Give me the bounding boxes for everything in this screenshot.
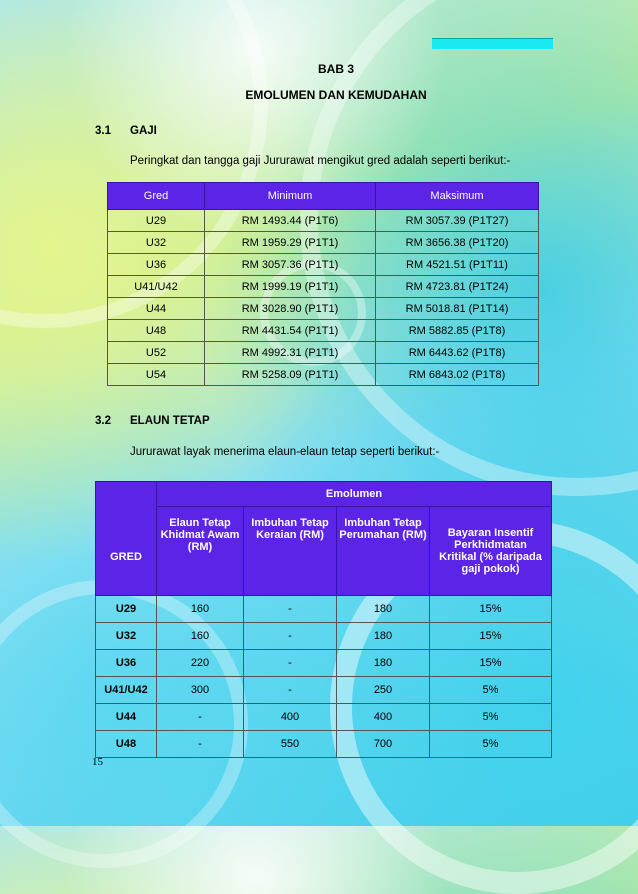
- cell: RM 3028.90 (P1T1): [205, 298, 376, 320]
- cell: 15%: [430, 596, 552, 623]
- section-elaun-intro: Jururawat layak menerima elaun-elaun tetap seperti berikut:-: [130, 446, 440, 458]
- table-row: [96, 704, 552, 731]
- cell: RM 4992.31 (P1T1): [205, 342, 376, 364]
- cell: U52: [108, 342, 205, 364]
- section-number: 3.1: [95, 125, 111, 137]
- allowance-table: [95, 481, 552, 758]
- column-header-gred: GRED: [96, 482, 157, 596]
- cell: U29: [108, 210, 205, 232]
- table-row: [108, 364, 539, 386]
- column-header: Minimum: [205, 183, 376, 210]
- cell: RM 1959.29 (P1T1): [205, 232, 376, 254]
- table-row: [108, 276, 539, 298]
- cell: 400: [337, 704, 430, 731]
- cell: RM 3057.36 (P1T1): [205, 254, 376, 276]
- table-row: [108, 342, 539, 364]
- chapter-heading: BAB 3: [317, 62, 354, 76]
- cell: RM 4431.54 (P1T1): [205, 320, 376, 342]
- cell: RM 3057.39 (P1T27): [376, 210, 539, 232]
- cell: -: [244, 596, 337, 623]
- cell: 15%: [430, 623, 552, 650]
- page-title: EMOLUMEN DAN KEMUDAHAN: [245, 88, 427, 102]
- cell: 300: [157, 677, 244, 704]
- cell: RM 4723.81 (P1T24): [376, 276, 539, 298]
- table-row: [96, 650, 552, 677]
- cell: U29: [96, 596, 157, 623]
- table-row: [96, 731, 552, 758]
- cell: U54: [108, 364, 205, 386]
- cell: U41/U42: [96, 677, 157, 704]
- cell: RM 1493.44 (P1T6): [205, 210, 376, 232]
- cell: RM 4521.51 (P1T11): [376, 254, 539, 276]
- cell: 700: [337, 731, 430, 758]
- page-number: 15: [92, 756, 103, 768]
- cell: U48: [108, 320, 205, 342]
- section-title: GAJI: [130, 125, 157, 137]
- cell: -: [157, 731, 244, 758]
- cell: RM 6843.02 (P1T8): [376, 364, 539, 386]
- cell: -: [244, 650, 337, 677]
- cell: RM 6443.62 (P1T8): [376, 342, 539, 364]
- column-header: Maksimum: [376, 183, 539, 210]
- table-row: [96, 596, 552, 623]
- cell: 160: [157, 596, 244, 623]
- table-header-row: [96, 482, 552, 507]
- cell: U36: [96, 650, 157, 677]
- cell: -: [244, 677, 337, 704]
- cell: U44: [96, 704, 157, 731]
- accent-bar: [432, 38, 553, 49]
- cell: RM 5882.85 (P1T8): [376, 320, 539, 342]
- cell: RM 5258.09 (P1T1): [205, 364, 376, 386]
- table-header-row: [108, 183, 539, 210]
- table-row: [108, 298, 539, 320]
- column-header: Imbuhan Tetap Keraian (RM): [244, 507, 337, 596]
- cell: RM 3656.38 (P1T20): [376, 232, 539, 254]
- group-header-emolumen: Emolumen: [157, 482, 552, 507]
- cell: 5%: [430, 731, 552, 758]
- table-header-row: [96, 507, 552, 596]
- column-header: Gred: [108, 183, 205, 210]
- section-title: ELAUN TETAP: [130, 415, 210, 427]
- cell: 220: [157, 650, 244, 677]
- table-row: [108, 210, 539, 232]
- section-number: 3.2: [95, 415, 111, 427]
- cell: 180: [337, 596, 430, 623]
- cell: U44: [108, 298, 205, 320]
- cell: U32: [108, 232, 205, 254]
- cell: RM 1999.19 (P1T1): [205, 276, 376, 298]
- cell: 180: [337, 650, 430, 677]
- cell: 400: [244, 704, 337, 731]
- cell: -: [157, 704, 244, 731]
- cell: 5%: [430, 677, 552, 704]
- cell: -: [244, 623, 337, 650]
- table-row: [96, 677, 552, 704]
- cell: 250: [337, 677, 430, 704]
- column-header: Imbuhan Tetap Perumahan (RM): [337, 507, 430, 596]
- cell: U36: [108, 254, 205, 276]
- table-row: [108, 232, 539, 254]
- section-gaji-intro: Peringkat dan tangga gaji Jururawat mengikut gred adalah seperti berikut:-: [130, 155, 511, 167]
- table-row: [96, 623, 552, 650]
- cell: RM 5018.81 (P1T14): [376, 298, 539, 320]
- cell: 5%: [430, 704, 552, 731]
- table-row: [108, 254, 539, 276]
- salary-table: [107, 182, 539, 386]
- cell: 180: [337, 623, 430, 650]
- cell: 550: [244, 731, 337, 758]
- column-header: Elaun Tetap Khidmat Awam (RM): [157, 507, 244, 596]
- cell: U41/U42: [108, 276, 205, 298]
- cell: 15%: [430, 650, 552, 677]
- cell: U32: [96, 623, 157, 650]
- cell: 160: [157, 623, 244, 650]
- cell: U48: [96, 731, 157, 758]
- column-header: Bayaran Insentif Perkhidmatan Kritikal (% daripada gaji pokok): [430, 507, 552, 596]
- table-row: [108, 320, 539, 342]
